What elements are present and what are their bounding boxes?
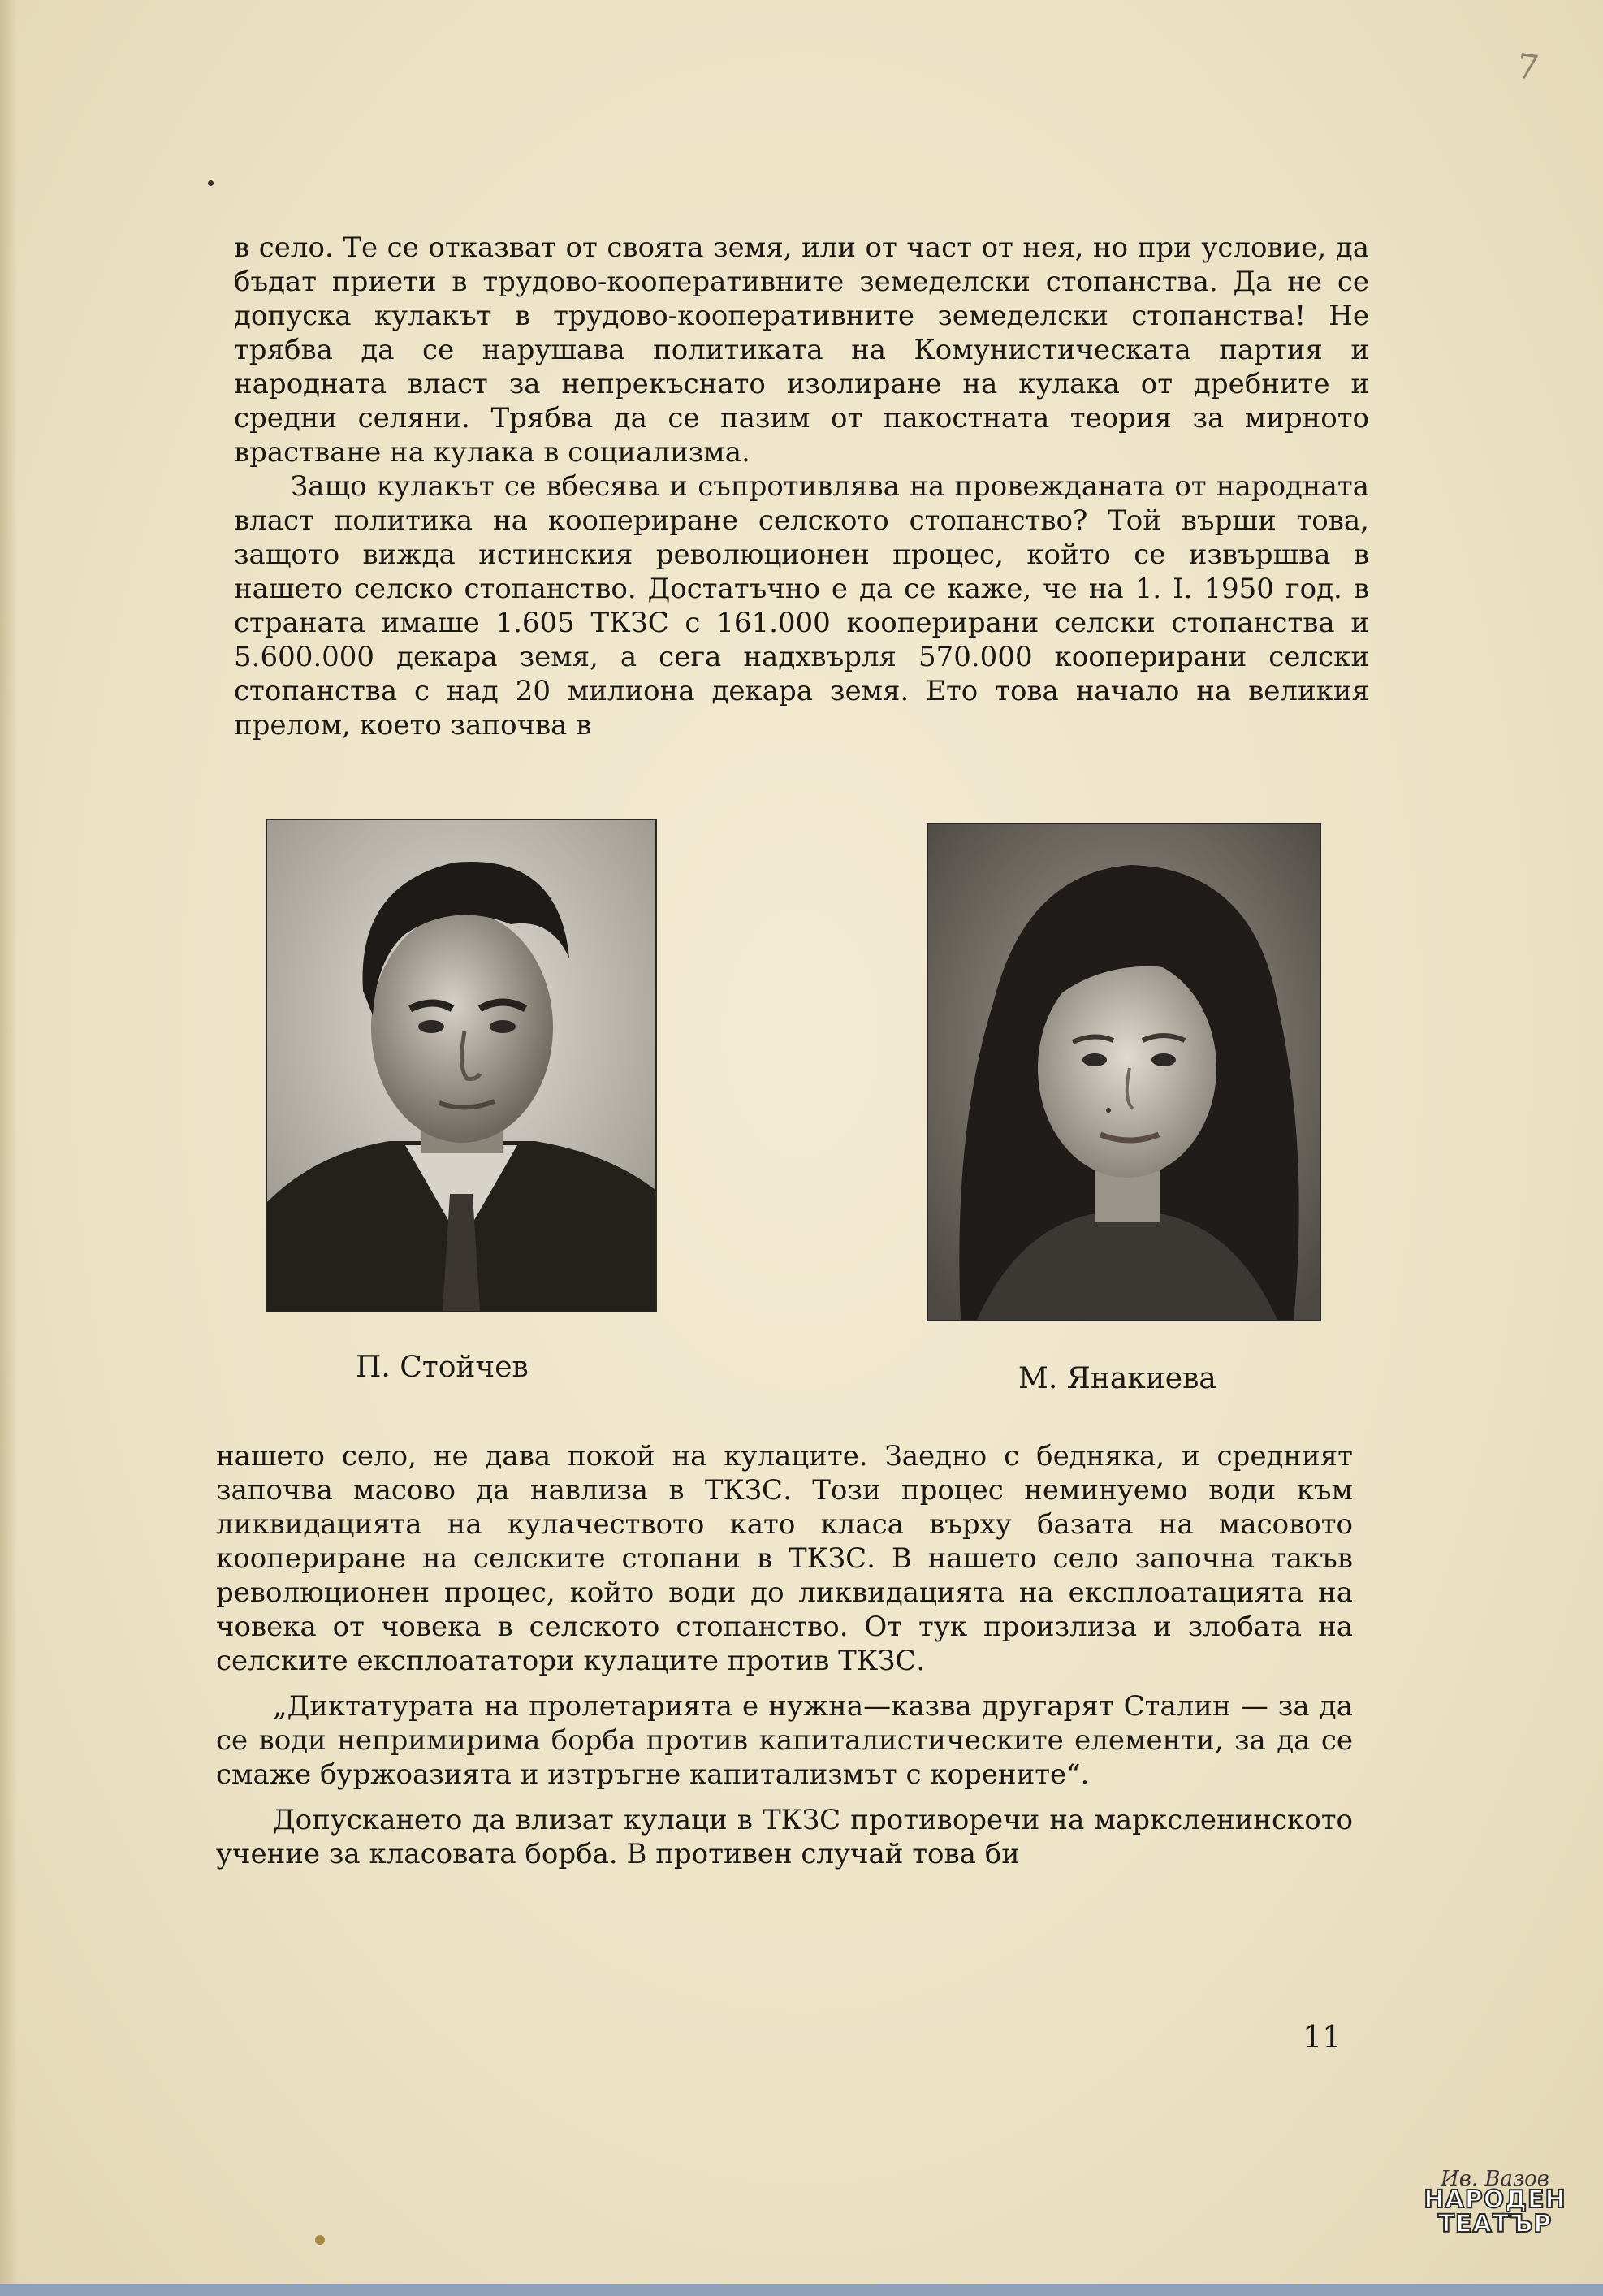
ink-speck [208, 180, 214, 186]
paragraph: нашето село, не дава покой на кулаците. Заедно с бедняка, и средният започва масово да навлиза в ТКЗС. Този процес неминуемо води към ликвидацията на кулачеството като класа върху базата на масовото коопериране на селските стопани в ТКЗС. В нашето село започна такъв революционен процес, който води до ликвидацията на експлоатацията на човека от човека в селското стопанство. От тук произлиза и злобата на селските експлоататори кулаците против ТКЗС. [216, 1440, 1353, 1677]
portrait-photo-man [266, 819, 657, 1312]
top-text-block [234, 231, 1369, 742]
stamp-line-2: ТЕАТЪР [1437, 2210, 1553, 2238]
photo-caption-right: М. Янакиева [1018, 1362, 1216, 1395]
page-spine-shadow [0, 0, 18, 2296]
paragraph: в село. Те се отказват от своята земя, или от част от нея, но при условие, да бъдат приети в трудово-кооперативните земеделски стопанства. Да не се допуска кулакът в трудово-кооперативните земеделски стопанства! Не трябва да се нарушава политиката на Комунистическата партия и народната власт за непрекъснато изолиране на кулака от дребните и средни селяни. Трябва да се пазим от пакостната теория за мирното врастване на кулака в социализма. [234, 231, 1369, 469]
bottom-text-block [216, 1439, 1353, 1871]
stamp-signature: Ив. Вазов [1441, 2167, 1549, 2191]
paragraph: Допускането да влизат кулаци в ТКЗС противоречи на марксленинското учение за класовата борба. В противен случай това би [216, 1804, 1353, 1870]
portrait-woman-image [928, 824, 1320, 1320]
theatre-stamp-logo [1423, 2167, 1567, 2264]
quote-paragraph: „Диктатурата на пролетарията е нужна—казва другарят Сталин — за да се води непримирима борба против капиталистическите елементи, за да се смаже буржоазията и изтръгне капитализмът с корените“. [216, 1690, 1353, 1791]
scan-edge-strip [0, 2284, 1603, 2296]
portrait-photo-woman [927, 823, 1321, 1321]
page-number: 11 [1303, 2019, 1342, 2055]
portrait-man-image [267, 820, 655, 1311]
ink-speck [315, 2235, 325, 2245]
stamp-line-1: НАРОДЕН [1424, 2186, 1566, 2214]
photo-caption-left: П. Стойчев [356, 1351, 529, 1384]
paragraph: Защо кулакът се вбесява и съпротивлява на провежданата от народната власт политика на коопериране селското стопанство? Той върши това, защото вижда истинския революционен процес, който се извършва в нашето селско стопанство. Достатъчно е да се каже, че на 1. I. 1950 год. в страната имаше 1.605 ТКЗС с 161.000 кооперирани селски стопанства и 5.600.000 декара земя, а сега надхвърля 570.000 кооперирани селски стопанства с над 20 милиона декара земя. Ето това начало на великия прелом, което започва в [234, 470, 1369, 742]
margin-pencil-mark: 7 [1514, 45, 1542, 89]
